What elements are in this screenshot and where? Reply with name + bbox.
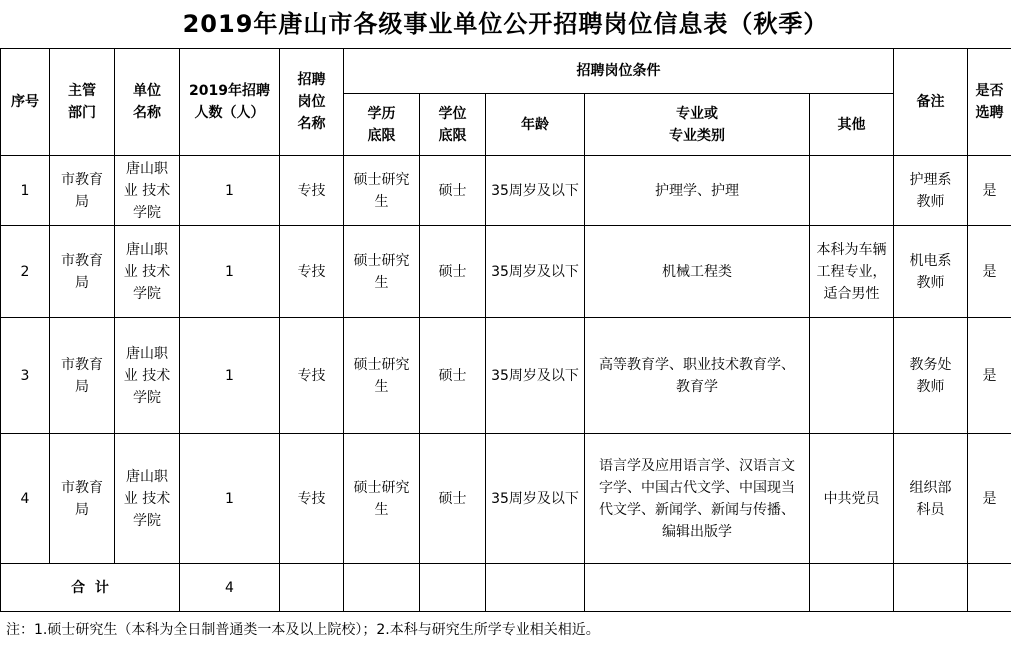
cell-remark: 护理系 教师 bbox=[894, 156, 968, 226]
empty-cell bbox=[585, 564, 810, 612]
cell-age: 35周岁及以下 bbox=[486, 434, 585, 564]
cell-unit: 唐山职 业 技术 学院 bbox=[115, 434, 180, 564]
cell-other: 本科为车辆 工程专业， 适合男性 bbox=[810, 226, 894, 318]
header-edu: 学历 底限 bbox=[344, 94, 420, 156]
header-count: 2019年招聘 人数（人） bbox=[180, 49, 280, 156]
cell-unit: 唐山职 业 技术 学院 bbox=[115, 156, 180, 226]
cell-count: 1 bbox=[180, 226, 280, 318]
recruitment-table bbox=[0, 48, 1011, 612]
cell-edu: 硕士研究 生 bbox=[344, 318, 420, 434]
header-major: 专业或 专业类别 bbox=[585, 94, 810, 156]
cell-major: 护理学、护理 bbox=[585, 156, 810, 226]
cell-post: 专技 bbox=[280, 226, 344, 318]
cell-exempt: 是 bbox=[968, 434, 1011, 564]
empty-cell bbox=[968, 564, 1011, 612]
cell-post: 专技 bbox=[280, 318, 344, 434]
cell-exempt: 是 bbox=[968, 226, 1011, 318]
cell-age: 35周岁及以下 bbox=[486, 318, 585, 434]
cell-exempt: 是 bbox=[968, 318, 1011, 434]
cell-age: 35周岁及以下 bbox=[486, 156, 585, 226]
cell-post: 专技 bbox=[280, 156, 344, 226]
cell-count: 1 bbox=[180, 434, 280, 564]
table-row bbox=[1, 318, 1011, 434]
header-dept: 主管 部门 bbox=[50, 49, 115, 156]
header-other: 其他 bbox=[810, 94, 894, 156]
cell-remark: 机电系 教师 bbox=[894, 226, 968, 318]
empty-cell bbox=[420, 564, 486, 612]
cell-seq: 2 bbox=[1, 226, 50, 318]
cell-degree: 硕士 bbox=[420, 156, 486, 226]
cell-major: 机械工程类 bbox=[585, 226, 810, 318]
empty-cell bbox=[344, 564, 420, 612]
table-row bbox=[1, 434, 1011, 564]
empty-cell bbox=[486, 564, 585, 612]
cell-unit: 唐山职 业 技术 学院 bbox=[115, 318, 180, 434]
cell-degree: 硕士 bbox=[420, 226, 486, 318]
cell-remark: 教务处 教师 bbox=[894, 318, 968, 434]
cell-dept: 市教育 局 bbox=[50, 318, 115, 434]
header-unit: 单位 名称 bbox=[115, 49, 180, 156]
empty-cell bbox=[894, 564, 968, 612]
empty-cell bbox=[280, 564, 344, 612]
cell-dept: 市教育 局 bbox=[50, 156, 115, 226]
cell-seq: 3 bbox=[1, 318, 50, 434]
total-label: 合 计 bbox=[1, 564, 180, 612]
cell-count: 1 bbox=[180, 318, 280, 434]
cell-dept: 市教育 局 bbox=[50, 226, 115, 318]
cell-post: 专技 bbox=[280, 434, 344, 564]
empty-cell bbox=[810, 564, 894, 612]
header-degree: 学位 底限 bbox=[420, 94, 486, 156]
header-post: 招聘 岗位 名称 bbox=[280, 49, 344, 156]
table-row bbox=[1, 226, 1011, 318]
cell-remark: 组织部 科员 bbox=[894, 434, 968, 564]
header-seq: 序号 bbox=[1, 49, 50, 156]
cell-seq: 4 bbox=[1, 434, 50, 564]
footnote: 注：1.硕士研究生（本科为全日制普通类一本及以上院校）；2.本科与研究生所学专业相关相近。 bbox=[6, 622, 600, 638]
cell-edu: 硕士研究 生 bbox=[344, 156, 420, 226]
header-remark: 备注 bbox=[894, 49, 968, 156]
header-conditions: 招聘岗位条件 bbox=[344, 49, 894, 94]
total-row bbox=[1, 564, 1011, 612]
header-exempt: 是否 选聘 bbox=[968, 49, 1011, 156]
cell-major: 高等教育学、职业技术教育学、 教育学 bbox=[585, 318, 810, 434]
cell-major: 语言学及应用语言学、汉语言文 字学、中国古代文学、中国现当 代文学、新闻学、新闻与传播、 编辑出版学 bbox=[585, 434, 810, 564]
cell-other: 中共党员 bbox=[810, 434, 894, 564]
cell-other bbox=[810, 156, 894, 226]
total-count: 4 bbox=[180, 564, 280, 612]
table-row bbox=[1, 156, 1011, 226]
cell-edu: 硕士研究 生 bbox=[344, 434, 420, 564]
cell-count: 1 bbox=[180, 156, 280, 226]
page-title: 2019年唐山市各级事业单位公开招聘岗位信息表（秋季） bbox=[182, 10, 829, 38]
cell-exempt: 是 bbox=[968, 156, 1011, 226]
cell-age: 35周岁及以下 bbox=[486, 226, 585, 318]
cell-degree: 硕士 bbox=[420, 318, 486, 434]
cell-unit: 唐山职 业 技术 学院 bbox=[115, 226, 180, 318]
cell-seq: 1 bbox=[1, 156, 50, 226]
cell-edu: 硕士研究 生 bbox=[344, 226, 420, 318]
header-age: 年龄 bbox=[486, 94, 585, 156]
cell-other bbox=[810, 318, 894, 434]
cell-dept: 市教育 局 bbox=[50, 434, 115, 564]
header-row bbox=[1, 49, 1011, 94]
cell-degree: 硕士 bbox=[420, 434, 486, 564]
